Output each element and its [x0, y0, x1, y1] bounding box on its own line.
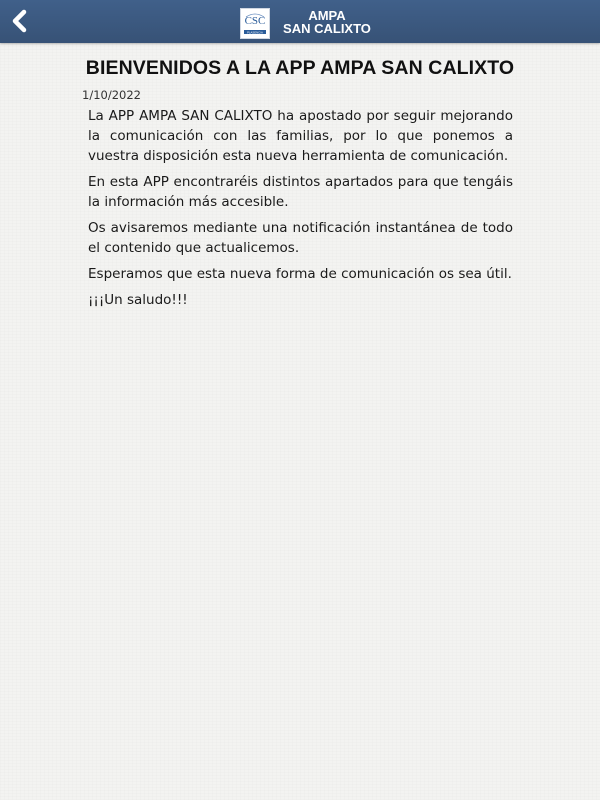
post-paragraph: La APP AMPA SAN CALIXTO ha apostado por seguir mejorando la comunicación con las familias, por lo que ponemos a vuestra disposición esta nueva herramienta de comunicación.	[88, 108, 513, 164]
post-title: BIENVENIDOS A LA APP AMPA SAN CALIXTO	[85, 57, 515, 79]
app-header	[0, 0, 600, 43]
post-paragraph: En esta APP encontraréis distintos apartados para que tengáis la información más accesible.	[88, 174, 513, 210]
post-paragraph: Os avisaremos mediante una notificación instantánea de todo el contenido que actualicemos.	[88, 220, 513, 256]
post-body	[88, 106, 513, 316]
school-logo	[240, 8, 270, 39]
header-title-line1: AMPA	[308, 8, 346, 23]
post-paragraph: ¡¡¡Un saludo!!!	[88, 292, 188, 308]
back-button[interactable]	[9, 9, 31, 33]
post-content	[0, 43, 600, 308]
header-title	[275, 9, 379, 35]
post-date: 1/10/2022	[82, 88, 141, 102]
post-paragraph: Esperamos que esta nueva forma de comunicación os sea útil.	[88, 266, 512, 282]
header-title-line2: SAN CALIXTO	[283, 21, 371, 36]
svg-text:CSC: CSC	[244, 15, 266, 27]
chevron-left-icon	[9, 9, 31, 33]
svg-text:PLASENCIA: PLASENCIA	[247, 30, 263, 35]
